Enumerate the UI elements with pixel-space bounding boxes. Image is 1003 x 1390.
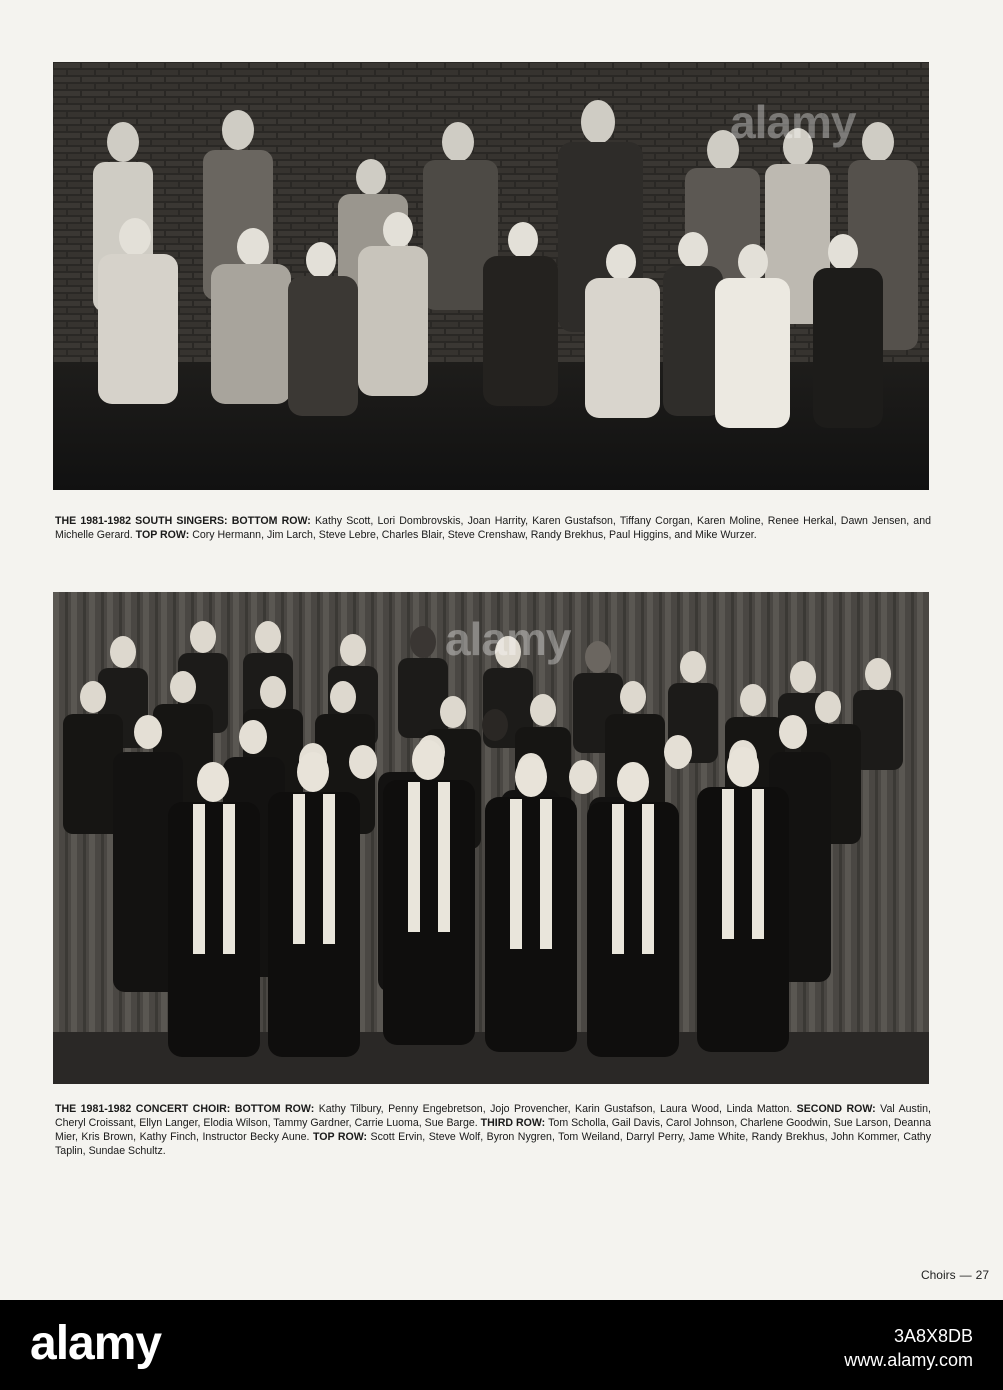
- caption2-row1-names: Kathy Tilbury, Penny Engebretson, Jojo Provencher, Karin Gustafson, Laura Wood, Linda Matton.: [318, 1103, 797, 1115]
- caption2-row3-label: THIRD ROW:: [480, 1117, 549, 1129]
- caption2-row4-label: TOP ROW:: [312, 1131, 371, 1143]
- image-id-block: [844, 1324, 973, 1372]
- caption1-row1-label: BOTTOM ROW:: [231, 515, 315, 527]
- alamy-watermark-top: alamy: [730, 96, 856, 148]
- folio-dash: —: [959, 1268, 972, 1282]
- stock-banner: [0, 1300, 1003, 1390]
- caption2-row1-label: BOTTOM ROW:: [234, 1103, 319, 1115]
- folio-section: Choirs: [920, 1268, 956, 1282]
- folio-page-number: 27: [975, 1268, 989, 1282]
- south-singers-caption: [55, 514, 931, 542]
- caption1-row2-label: TOP ROW:: [135, 529, 193, 541]
- image-id: 3A8X8DB: [893, 1326, 973, 1346]
- caption1-title: THE 1981-1982 SOUTH SINGERS:: [55, 515, 232, 527]
- caption2-title: THE 1981-1982 CONCERT CHOIR:: [55, 1103, 235, 1115]
- alamy-watermark-bottom: alamy: [445, 613, 571, 665]
- alamy-url: www.alamy.com: [844, 1350, 973, 1370]
- concert-choir-caption: [55, 1102, 931, 1158]
- caption2-row2-names: Val Austin, Cheryl Croissant, Ellyn Langer, Elodia Wilson, Tammy Gardner, Carrie Luoma, Sue Barge.: [55, 1103, 931, 1129]
- caption2-row4-names: Scott Ervin, Steve Wolf, Byron Nygren, Tom Weiland, Darryl Perry, Jame White, Randy Brekhus, John Kommer, Cathy Taplin, Sundae Schultz.: [55, 1131, 931, 1157]
- caption1-row1-names: Kathy Scott, Lori Dombrovskis, Joan Harrity, Karen Gustafson, Tiffany Corgan, Karen Moline, Renee Herkal, Dawn Jensen, and Michelle Gerard.: [55, 515, 931, 541]
- caption1-row2-names: Cory Hermann, Jim Larch, Steve Lebre, Charles Blair, Steve Crenshaw, Randy Brekhus, Paul Higgins, and Mike Wurzer.: [192, 529, 757, 541]
- caption2-row3-names: Tom Scholla, Gail Davis, Carol Johnson, Charlene Goodwin, Sue Larson, Deanna Mier, Kris Brown, Kathy Finch, Instructor Becky Aune.: [55, 1117, 931, 1143]
- alamy-logo: alamy: [30, 1317, 162, 1370]
- caption2-row2-label: SECOND ROW:: [796, 1103, 881, 1115]
- page-folio: [921, 1268, 989, 1282]
